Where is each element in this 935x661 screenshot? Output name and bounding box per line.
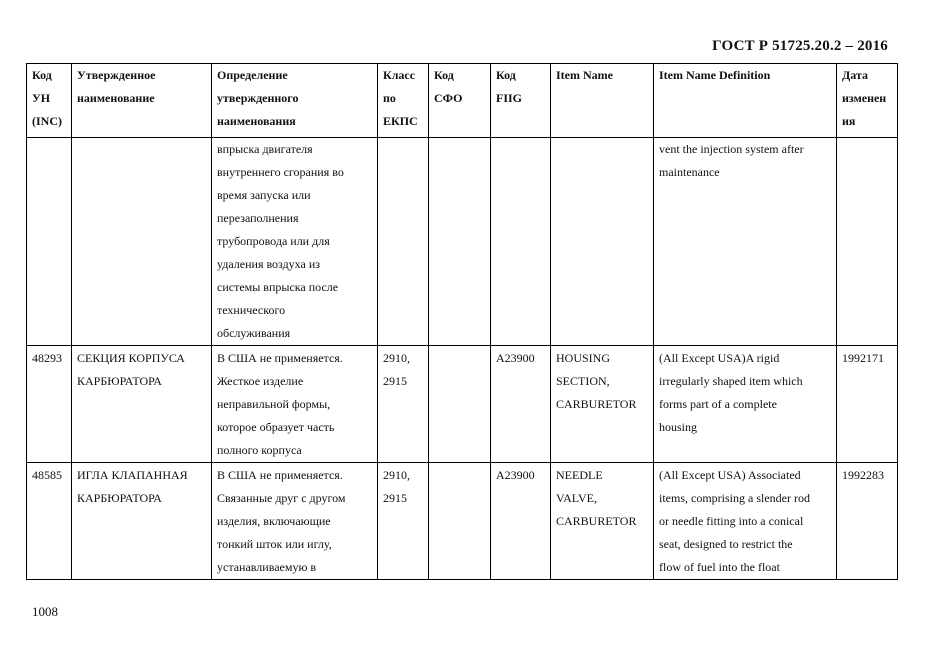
cell-definition: В США не применяется. Жесткое изделие неправильной формы, которое образует часть полного корпуса — [212, 346, 378, 463]
cell-inc — [27, 138, 72, 346]
cell-item-name-definition: (All Except USA) Associated items, comprising a slender rod or needle fitting into a conical seat, designed to restrict the flow of fuel into the float — [654, 463, 837, 580]
col-header-approved-name: Утвержденное наименование — [72, 64, 212, 138]
standard-designation: ГОСТ Р 51725.20.2 – 2016 — [712, 38, 888, 54]
cell-fiig-code: A23900 — [491, 346, 551, 463]
col-header-definition: Определение утвержденного наименования — [212, 64, 378, 138]
cell-ekps-class: 2910, 2915 — [378, 463, 429, 580]
col-header-sfo-code: Код СФО — [429, 64, 491, 138]
cell-item-name-definition: (All Except USA)A rigid irregularly shaped item which forms part of a complete housing — [654, 346, 837, 463]
cell-ekps-class: 2910, 2915 — [378, 346, 429, 463]
col-header-inc: Код УН (INC) — [27, 64, 72, 138]
cell-item-name: HOUSING SECTION, CARBURETOR — [551, 346, 654, 463]
cell-item-name: NEEDLE VALVE, CARBURETOR — [551, 463, 654, 580]
cell-inc: 48585 — [27, 463, 72, 580]
cell-definition: В США не применяется. Связанные друг с другом изделия, включающие тонкий шток или иглу, устанавливаемую в — [212, 463, 378, 580]
page-number: 1008 — [32, 604, 58, 619]
table-header-row — [27, 64, 898, 138]
cell-sfo-code — [429, 463, 491, 580]
cell-sfo-code — [429, 346, 491, 463]
cell-definition: впрыска двигателя внутреннего сгорания во время запуска или перезаполнения трубопровода или для удаления воздуха из системы впрыска после технического обслуживания — [212, 138, 378, 346]
cell-approved-name: ИГЛА КЛАПАННАЯ КАРБЮРАТОРА — [72, 463, 212, 580]
table-row — [27, 346, 898, 463]
cell-change-date: 1992283 — [837, 463, 898, 580]
table-row — [27, 463, 898, 580]
cell-change-date: 1992171 — [837, 346, 898, 463]
cell-sfo-code — [429, 138, 491, 346]
cell-item-name — [551, 138, 654, 346]
inc-table — [26, 63, 898, 580]
cell-item-name-definition: vent the injection system after maintenance — [654, 138, 837, 346]
col-header-item-name: Item Name — [551, 64, 654, 138]
cell-fiig-code — [491, 138, 551, 346]
cell-fiig-code: A23900 — [491, 463, 551, 580]
col-header-fiig-code: Код FIIG — [491, 64, 551, 138]
col-header-item-name-definition: Item Name Definition — [654, 64, 837, 138]
table-row — [27, 138, 898, 346]
cell-inc: 48293 — [27, 346, 72, 463]
cell-approved-name: СЕКЦИЯ КОРПУСА КАРБЮРАТОРА — [72, 346, 212, 463]
cell-change-date — [837, 138, 898, 346]
col-header-ekps-class: Класс по ЕКПС — [378, 64, 429, 138]
cell-approved-name — [72, 138, 212, 346]
col-header-change-date: Дата изменен ия — [837, 64, 898, 138]
cell-ekps-class — [378, 138, 429, 346]
